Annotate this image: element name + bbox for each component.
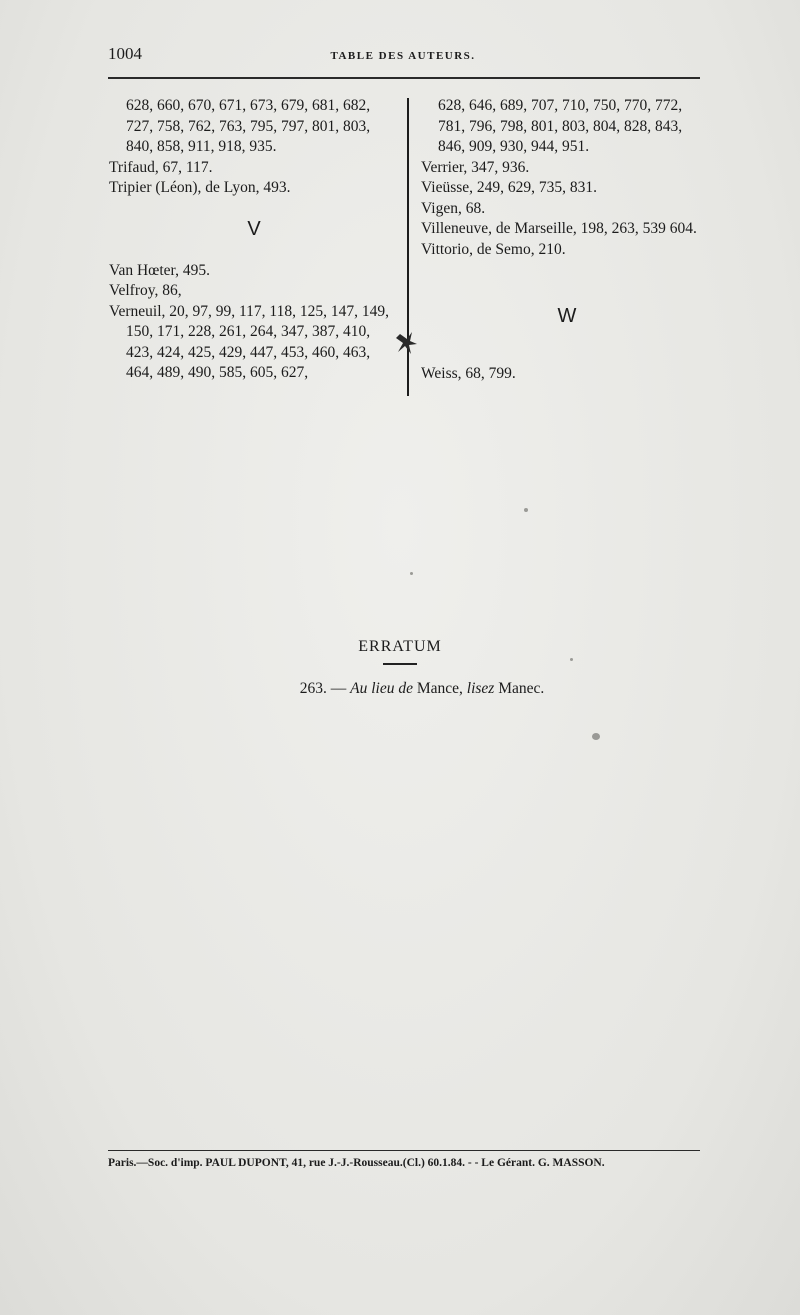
index-entry: Weiss, 68, 799.	[421, 365, 516, 382]
erratum-au-lieu-de: Au lieu de	[350, 680, 413, 697]
erratum-correct-term: Manec.	[498, 680, 545, 697]
paper-speck	[410, 572, 413, 575]
page-number: 1004	[108, 44, 142, 63]
index-entry: Van Hœter, 495.	[109, 261, 210, 279]
index-entry: Tripier (Léon), de Lyon, 493.	[109, 179, 291, 196]
erratum-wrong-term: Mance,	[416, 680, 463, 697]
erratum-page-ref: 263.	[299, 680, 327, 697]
page-header	[108, 44, 698, 70]
index-entry: Verrier, 347, 936.	[421, 158, 530, 176]
index-column-left	[109, 96, 399, 384]
erratum-title: ERRATUM	[358, 638, 442, 655]
index-entry: Verneuil, 20, 97, 99, 117, 118, 125, 147, 149, 150, 171, 228, 261, 264, 347, 387, 410, 423, 424, 425, 429, 447, 453, 460, 463, 464, 489, 490, 585, 605, 627,	[109, 302, 389, 381]
index-entry: Trifaud, 67, 117.	[109, 158, 213, 176]
index-entry: Vieüsse, 249, 629, 735, 831.	[421, 179, 598, 196]
index-entry: Vigen, 68.	[421, 199, 486, 217]
header-rule	[108, 77, 700, 79]
letter-heading-v: V	[247, 217, 261, 240]
index-entry: Villeneuve, de Marseille, 198, 263, 539 604.	[421, 220, 697, 237]
printer-imprint: Paris.—Soc. d'imp. PAUL DUPONT, 41, rue J.-J.-Rousseau.(Cl.) 60.1.84. - - Le Gérant. G. MASSON.	[108, 1157, 605, 1169]
letter-heading-w: W	[557, 305, 577, 327]
erratum-dash: —	[330, 680, 347, 697]
index-entry-continuation: 628, 660, 670, 671, 673, 679, 681, 682, 727, 758, 762, 763, 795, 797, 801, 803, 840, 858, 911, 918, 935.	[126, 97, 371, 155]
erratum-text	[0, 680, 800, 698]
paper-speck	[524, 508, 528, 512]
index-entry-continuation: 628, 646, 689, 707, 710, 750, 770, 772, 781, 796, 798, 801, 803, 804, 828, 843, 846, 909, 930, 944, 951.	[438, 97, 683, 155]
index-entry: Velfroy, 86,	[109, 282, 182, 299]
erratum-lisez: lisez	[466, 680, 495, 697]
index-entry: Vittorio, de Semo, 210.	[421, 240, 566, 258]
erratum-section	[0, 638, 800, 698]
index-column-right	[421, 96, 713, 385]
running-head: TABLE DES AUTEURS.	[330, 50, 476, 62]
footer-rule	[108, 1150, 700, 1151]
paper-speck	[592, 733, 600, 740]
ink-blot	[396, 330, 418, 356]
paper-speck	[570, 658, 573, 661]
erratum-rule	[383, 663, 417, 665]
